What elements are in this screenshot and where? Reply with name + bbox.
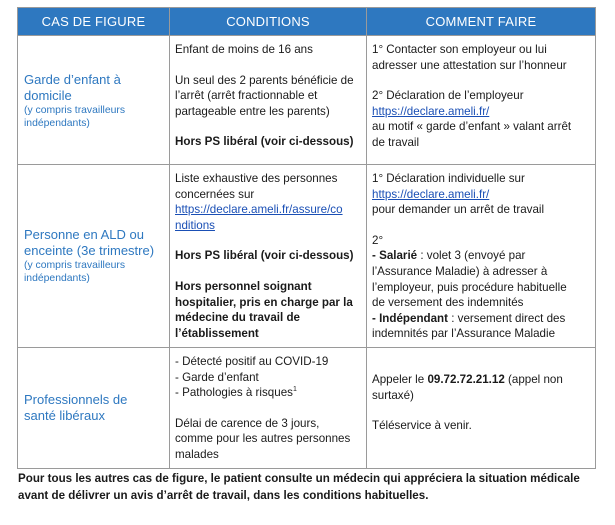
conditions-link[interactable]: https://declare.ameli.fr/assure/co — [175, 203, 343, 217]
step-2: 2° - Salarié : volet 3 (envoyé par l’Assurance Maladie) à adresser à l’employeur, puis procédure habituelle de versement des indemnités - Indépendant : versement direct des indemnités par l’Assurance Maladie — [372, 233, 590, 342]
table-row — [18, 165, 596, 348]
conditions-link-continued[interactable]: nditions — [175, 218, 215, 232]
independant-line: - Indépendant : versement direct des — [372, 311, 566, 325]
step-1: 1° Déclaration individuelle sur https://declare.ameli.fr/ pour demander un arrêt de travail — [372, 171, 590, 218]
case-cell — [18, 347, 170, 468]
phone-number: 09.72.72.21.12 — [427, 372, 505, 386]
step-1: 1° Contacter son employeur ou lui adresser une attestation sur l’honneur — [372, 43, 567, 72]
how-cell — [367, 347, 596, 468]
conditions-cell — [170, 165, 367, 348]
case-cell — [18, 36, 170, 165]
declare-ameli-link[interactable]: https://declare.ameli.fr/ — [372, 104, 490, 118]
table-row — [18, 36, 596, 165]
independant-label: - Indépendant — [372, 311, 448, 325]
header-cas-de-figure: CAS DE FIGURE — [18, 8, 170, 36]
footnote-marker: 1 — [292, 386, 297, 394]
salarie-label: - Salarié — [372, 249, 418, 263]
phone-instruction: Appeler le 09.72.72.21.12 (appel non surtaxé) — [372, 372, 563, 402]
header-conditions: CONDITIONS — [170, 8, 367, 36]
case-title: Garde d’enfant à domicile — [24, 71, 121, 103]
condition-carence: Délai de carence de 3 jours, comme pour les autres personnes malades — [175, 416, 351, 461]
how-cell — [367, 36, 596, 165]
condition-list: Liste exhaustive des personnes concernées sur https://declare.ameli.fr/assure/co nditions — [175, 171, 361, 233]
condition-excluded: Hors PS libéral (voir ci-dessous) — [175, 249, 354, 263]
table-row — [18, 347, 596, 468]
condition-hospital-staff: Hors personnel soignant hospitalier, pris en charge par la médecine du travail de l’établissement — [175, 279, 353, 340]
pathologies-line: - Pathologies à risques$^1$ — [175, 386, 297, 400]
case-title: Professionnels de santé libéraux — [24, 392, 128, 424]
condition-excluded: Hors PS libéral (voir ci-dessous) — [175, 135, 354, 149]
conditions-cell — [170, 36, 367, 165]
case-title: Personne en ALD ou enceinte (3e trimestre) — [24, 227, 155, 259]
teleservice-note: Téléservice à venir. — [372, 419, 472, 433]
condition-age: Enfant de moins de 16 ans — [175, 43, 313, 56]
step-2: 2° Déclaration de l’employeur https://declare.ameli.fr/ au motif « garde d’enfant » valant arrêt de travail — [372, 88, 590, 150]
condition-one-parent: Un seul des 2 parents bénéficie de l’arrêt (arrêt fractionnable et partageable entre les parents) — [175, 73, 354, 118]
how-cell — [367, 165, 596, 348]
table-header-row — [18, 8, 596, 36]
case-subtitle: (y compris travailleurs indépendants) — [24, 104, 126, 129]
footer-note: Pour tous les autres cas de figure, le patient consulte un médecin qui appréciera la situation médicale avant de délivrer un avis d’arrêt de travail, dans les conditions habituelles. — [18, 472, 580, 502]
coverage-table — [17, 7, 596, 469]
case-cell — [18, 165, 170, 348]
declare-ameli-link[interactable]: https://declare.ameli.fr/ — [372, 187, 490, 201]
conditions-cell — [170, 347, 367, 468]
header-comment-faire: COMMENT FAIRE — [367, 8, 596, 36]
salarie-line: - Salarié : volet 3 (envoyé par — [372, 249, 526, 263]
condition-items: - Détecté positif au COVID-19 - Garde d’enfant - Pathologies à risques$^1$ — [175, 354, 361, 401]
case-subtitle: (y compris travailleurs indépendants) — [24, 260, 126, 285]
